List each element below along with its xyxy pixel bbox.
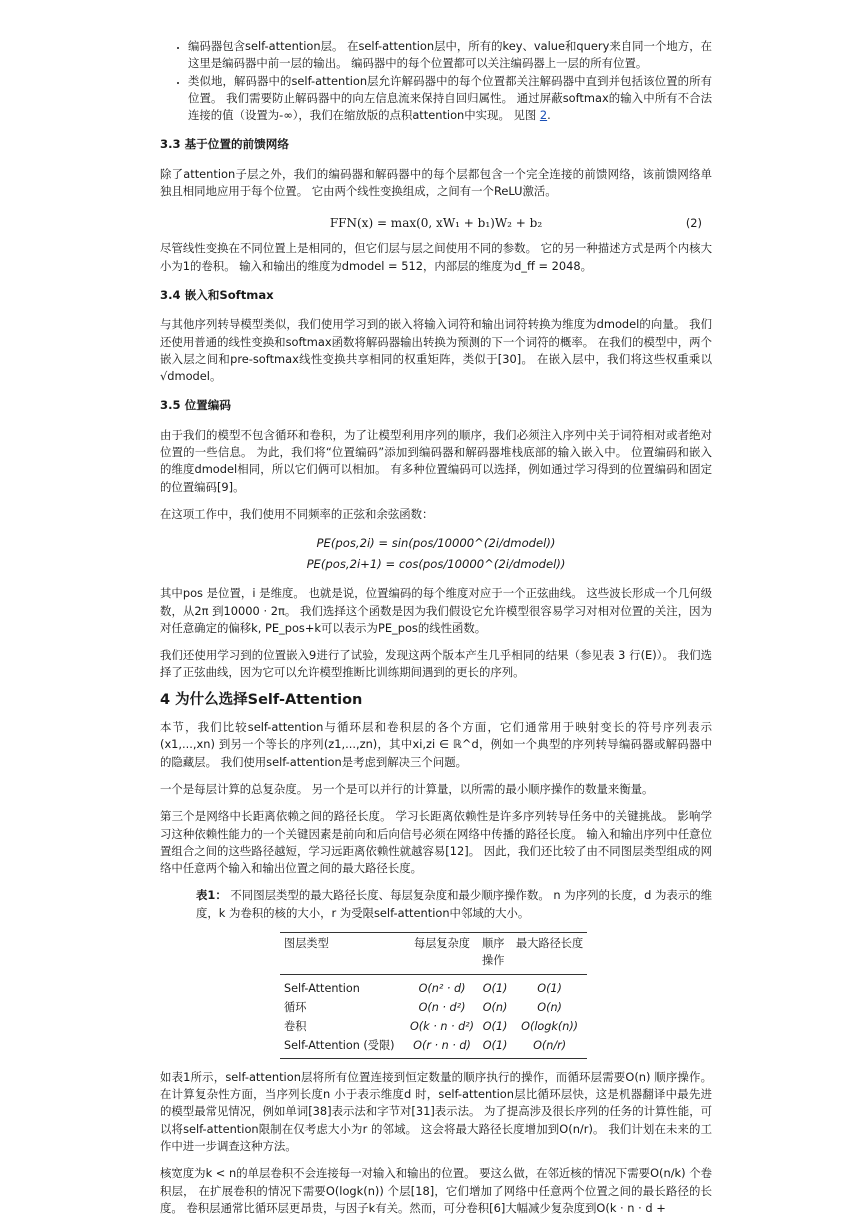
table-cell: O(1)	[537, 981, 562, 995]
table-cell: O(n/r)	[512, 1036, 587, 1058]
table-row	[280, 974, 587, 998]
table-cell: O(r · n · d)	[406, 1036, 478, 1058]
section-3-4-para: 与其他序列转导模型类似，我们使用学习到的嵌入将输入词符和输出词符转换为维度为dmodel的向量。 我们还使用普通的线性变换和softmax函数将解码器输出转换为预测的下一个词符的概率。 在我们的模型中，两个嵌入层之间和pre-softmax线性变换共享相同的权重矩阵，类似于[30]。 在嵌入层中，我们将这些权重乘以 √dmodel。	[160, 317, 712, 384]
section-4-para3: 第三个是网络中长距离依赖之间的路径长度。 学习长距离依赖性是许多序列转导任务中的关键挑战。 影响学习这种依赖性能力的一个关键因素是前向和后向信号必须在网络中传播的路径长度。 输入和输出序列中任意位置组合之间的这些路径越短，学习远距离依赖性就越容易[12]。 因此，我们还比较了由不同图层类型组成的网络中任意两个输入和输出位置之间的最大路径长度。	[160, 809, 712, 876]
header-complexity: 每层复杂度	[406, 932, 478, 974]
table-cell: O(k · n · d²)	[410, 1020, 475, 1034]
bullet-decoder: • 类似地，解码器中的self-attention层允许解码器中的每个位置都关注解码器中直到并包括该位置的所有位置。 我们需要防止解码器中的向左信息流来保持自回归属性。 通过屏蔽softmax的输入中所有不合法连接的值（设置为-∞），我们在缩放版的点积attention中实现。 见图 2.	[188, 73, 712, 125]
figure-ref-link[interactable]: 2	[539, 108, 548, 123]
complexity-table	[280, 932, 587, 1059]
table-cell: O(n · d²)	[418, 1000, 466, 1014]
table-cell: O(logk(n))	[521, 1020, 579, 1034]
table-caption-label: 表1：	[196, 888, 227, 903]
section-3-3-para: 除了attention子层之外，我们的编码器和解码器中的每个层都包含一个完全连接的前馈网络，该前馈网络单独且相同地应用于每个位置。 它由两个线性变换组成，之间有一个ReLU激活。	[160, 166, 712, 199]
section-3-5-para3: 其中pos 是位置，i 是维度。 也就是说，位置编码的每个维度对应于一个正弦曲线。 这些波长形成一个几何级数，从2π 到10000 · 2π。 我们选择这个函数是因为我们假设它允许模型很容易学习对相对位置的关注，因为对任意确定的偏移k, PE_pos+k可以表示为PE_pos的线性函数。	[160, 586, 712, 635]
pe-cos-equation: PE(pos,2i+1) = cos(pos/10000^(2i/dmodel))	[306, 557, 566, 572]
section-4-para4: 如表1所示，self-attention层将所有位置连接到恒定数量的顺序执行的操作，而循环层需要O(n) 顺序操作。 在计算复杂性方面，当序列长度n 小于表示维度d 时，self-attention层比循环层快，这是机器翻译中最先进的模型最常见情况，例如单词[38]表示法和字节对[31]表示法。 为了提高涉及很长序列的任务的计算性能，可以将self-attention限制在仅考虑大小为r 的邻域。 这会将最大路径长度增加到O(n/r)。 我们计划在未来的工作中进一步调查这种方法。	[160, 1069, 712, 1153]
table-cell: O(n)	[482, 1000, 508, 1014]
section-3-3-heading: 3.3 基于位置的前馈网络	[160, 137, 289, 152]
section-4-para2: 一个是每层计算的总复杂度。 另一个是可以并行的计算量，以所需的最小顺序操作的数量来衡量。	[160, 781, 654, 796]
section-3-4-heading: 3.4 嵌入和Softmax	[160, 287, 274, 302]
table-cell: O(1)	[482, 1020, 508, 1034]
table-cell: Self-Attention	[284, 981, 360, 995]
equation-number: (2)	[685, 216, 702, 231]
section-4-para5: 核宽度为k < n的单层卷积不会连接每一对输入和输出的位置。 要这么做，在邻近核的情况下需要O(n/k) 个卷积层， 在扩展卷积的情况下需要O(logk(n)) 个层[18]，它们增加了网络中任意两个位置之间的最长路径的长度。 卷积层通常比循环层更昂贵，与因子k有关。然而，可分卷积[6]大幅减少复杂度到O(k · n · d +	[160, 1166, 712, 1215]
section-3-5-para: 由于我们的模型不包含循环和卷积，为了让模型利用序列的顺序，我们必须注入序列中关于词符相对或者绝对位置的一些信息。 为此，我们将“位置编码”添加到编码器和解码器堆栈底部的输入嵌入中。 位置编码和嵌入的维度dmodel相同，所以它们俩可以相加。 有多种位置编码可以选择，例如通过学习得到的位置编码和固定的位置编码[9]。	[160, 427, 712, 494]
table-cell: O(1)	[482, 981, 508, 995]
table-cell: O(n)	[537, 1000, 562, 1014]
header-layer-type: 图层类型	[280, 932, 406, 974]
section-3-5-heading: 3.5 位置编码	[160, 398, 231, 413]
header-sequential-ops: 顺序操作	[478, 932, 512, 974]
header-max-path: 最大路径长度	[512, 932, 587, 974]
table-row	[280, 998, 587, 1017]
positional-encoding-equations	[160, 533, 712, 575]
table-row	[280, 1036, 587, 1058]
bullet-encoder: • 编码器包含self-attention层。 在self-attention层中，所有的key、value和query来自同一个地方，在这里是编码器中前一层的输出。 编码器中的每个位置都可以关注编码器上一层的所有位置。	[188, 38, 712, 73]
section-3-5-para4: 我们还使用学习到的位置嵌入9进行了试验，发现这两个版本产生几乎相同的结果（参见表 3 行(E)）。 我们选择了正弦曲线，因为它可以允许模型推断比训练期间遇到的更长的序列。	[160, 648, 712, 680]
table-cell: 循环	[284, 1000, 307, 1014]
table-row	[280, 1017, 587, 1036]
section-3-5-para2: 在这项工作中，我们使用不同频率的正弦和余弦函数：	[160, 506, 434, 521]
section-4-para1: 本节，我们比较self-attention与循环层和卷积层的各个方面，它们通常用于映射变长的符号序列表示(x1,...,xn) 到另一个等长的序列(z1,...,zn)，其中xi,zi ∈ ℝ^d，例如一个典型的序列转导编码器或解码器中的隐藏层。 我们使用self-attention是考虑到解决三个问题。	[160, 720, 712, 769]
table-cell: O(n² · d)	[418, 981, 466, 995]
table-cell: Self-Attention (受限)	[280, 1036, 406, 1058]
table-cell: O(1)	[478, 1036, 512, 1058]
section-4-heading: 4 为什么选择Self-Attention	[160, 691, 363, 708]
table-caption: 表1： 不同图层类型的最大路径长度、每层复杂度和最少顺序操作数。 n 为序列的长度，d 为表示的维度，k 为卷积的核的大小，r 为受限self-attention中邻域的大小。	[196, 888, 712, 920]
paper-page	[160, 38, 712, 1227]
ffn-equation: FFN(x) = max(0, xW₁ + b₁)W₂ + b₂ (2)	[160, 210, 712, 236]
table-cell: 卷积	[284, 1020, 307, 1034]
attention-bullets	[160, 38, 712, 124]
section-3-3-para2: 尽管线性变换在不同位置上是相同的，但它们层与层之间使用不同的参数。 它的另一种描述方式是两个内核大小为1的卷积。 输入和输出的维度为dmodel = 512，内部层的维度为d_ff = 2048。	[160, 241, 712, 273]
pe-sin-equation: PE(pos,2i) = sin(pos/10000^(2i/dmodel))	[316, 536, 556, 551]
